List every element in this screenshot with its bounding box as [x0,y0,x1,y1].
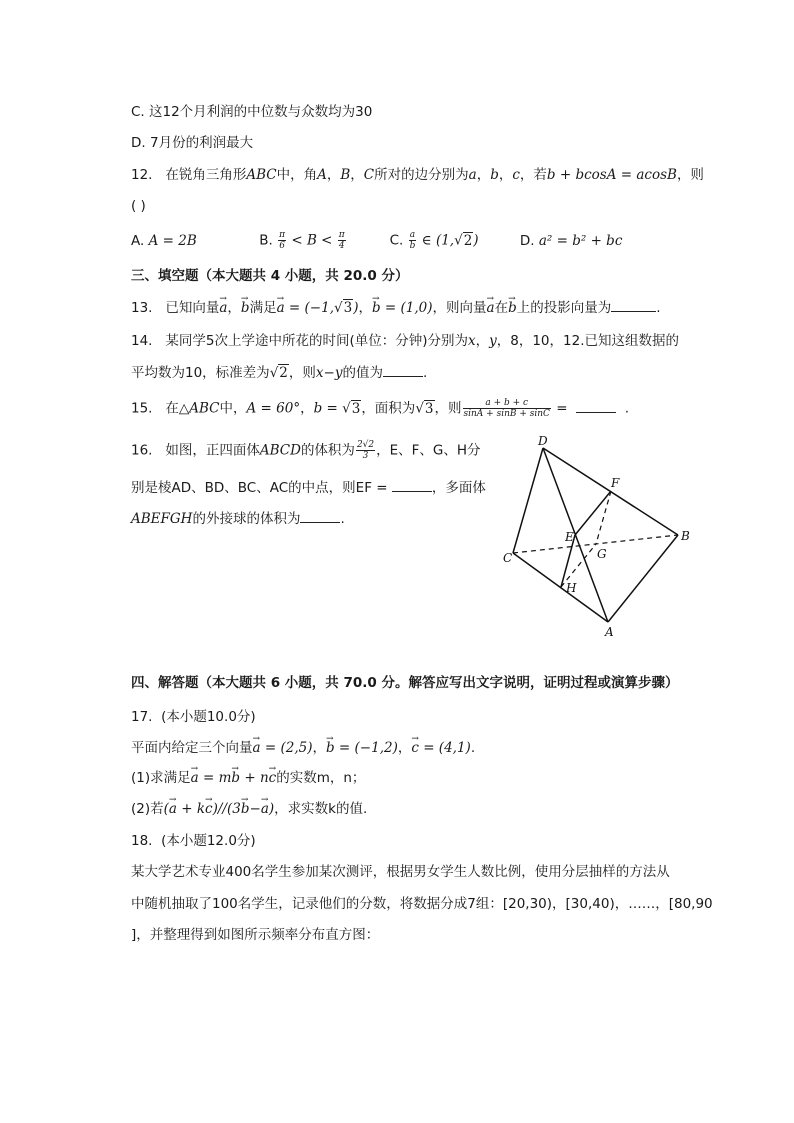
label-G: G [597,547,607,561]
q16-line1: 16. 如图，正四面体ABCD的体积为 $\frac{2√2}{3}$ ，E、F、G、H分 [131,440,481,461]
edge-CA [513,553,608,622]
q17-stem: 平面内给定三个向量→ a = (2,5)，→ b = (−1,2)，→ c = (4,1). [131,738,475,758]
q11-option-d: D. 7月份的利润最大 [131,135,254,151]
q12-stem: 12. 在锐角三角形ABC中，角A，B，C所对的边分别为a，b，c，若b + bcosA = acosB，则 [131,167,704,183]
q18-header: 18. (本小题12.0分) [131,833,256,849]
edge-AB [608,535,678,622]
q16-line3: ABEFGH的外接球的体积为 . [131,511,345,527]
q14-line2: 平均数为10，标准差为√2，则x−y的值为 . [131,365,428,381]
q17-part1: (1)求满足→ a = m→ b + n→ c的实数m，n； [131,768,365,788]
label-D: D [538,434,548,448]
q18-line2: 中随机抽取了100名学生，记录他们的分数，将数据分成7组：[20,30)，[30,40)，……，[80,90 [131,896,713,912]
section-3-title: 三、填空题（本大题共 4 小题，共 20.0 分） [131,268,409,284]
label-E: E [565,530,574,544]
q12-paren: ( ) [131,198,146,214]
edge-DC [513,448,543,553]
q17-header: 17. (本小题10.0分) [131,709,256,725]
edge-FG-hidden [596,491,611,544]
tetrahedron-figure [495,430,705,640]
label-C: C [503,551,513,565]
label-F: F [611,476,620,490]
q14-line1: 14. 某同学5次上学途中所花的时间(单位：分钟)分别为x，y，8，10，12.已知这组数据的 [131,333,679,349]
label-H: H [566,581,577,595]
q16-line2: 别是棱AD、BD、BC、AC的中点，则EF = ，多面体 [131,480,486,496]
q13: 13. 已知向量→ a，→ b满足→ a = (−1,√3)，→ b = (1,0)，则向量→ a在→ b上的投影向量为 . [131,298,661,318]
q18-line3: ]，并整理得到如图所示频率分布直方图： [131,927,380,943]
q11-option-c: C. 这12个月利润的中位数与众数均为30 [131,104,373,120]
q17-part2: (2)若(→ a + k→ c)//(3→ b−→ a)，求实数k的值. [131,799,367,819]
q18-line1: 某大学艺术专业400名学生参加某次测评，根据男女学生人数比例，使用分层抽样的方法从 [131,864,670,880]
label-A: A [605,625,614,639]
q12-options: A. A = 2B B. $\frac{\pi}{6}$ < B < $\frac{\pi}{4}$ C. $\frac{a}{b}$ ∈ (1,√2) D. a² = b² + bc [131,230,623,251]
q15: 15. 在△ABC中，A = 60°，b = √3，面积为√3，则 $\frac{a + b + c}{\sin A + \sin B + \sin C}$ = . [131,398,629,419]
section-4-title: 四、解答题（本大题共 6 小题，共 70.0 分。解答应写出文字说明，证明过程或演算步骤） [131,675,679,691]
edge-EF [575,491,611,535]
label-B: B [681,529,690,543]
